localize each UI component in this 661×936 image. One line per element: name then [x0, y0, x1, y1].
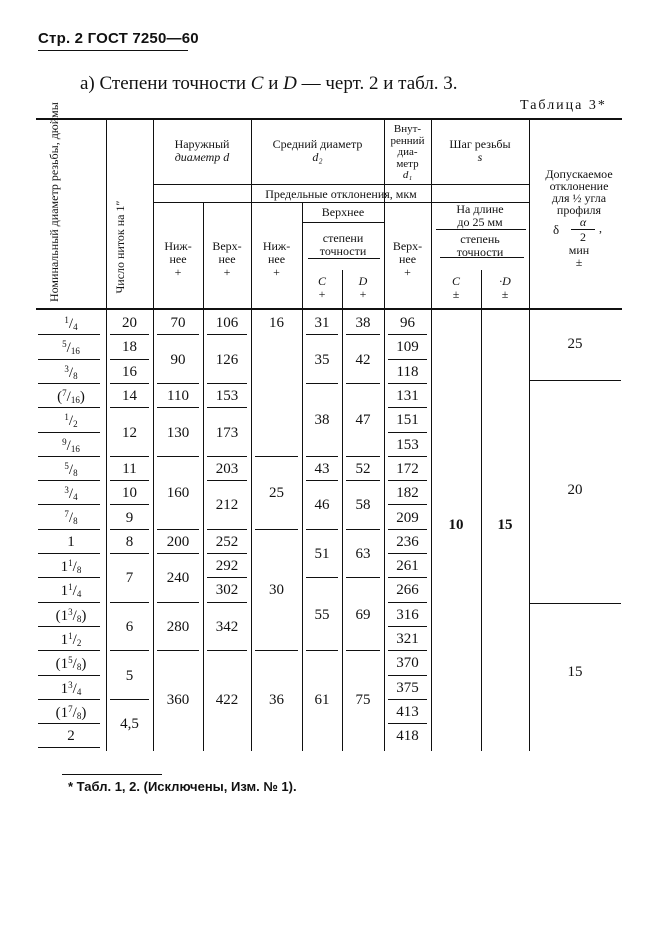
nominal-underline — [38, 747, 100, 748]
threads-separator — [110, 553, 149, 554]
d1-up-cell: 236 — [396, 533, 419, 550]
d-up-separator — [207, 529, 247, 530]
d-up-separator — [207, 480, 247, 481]
d-up-cell: 252 — [215, 533, 239, 550]
nominal-cell — [36, 485, 106, 503]
d1-up-separator — [388, 359, 427, 360]
threads-cell: 6 — [125, 618, 134, 635]
footnote-rule — [62, 774, 162, 775]
header-grades-l1: степени — [322, 231, 364, 245]
body-vline-mean-d — [342, 309, 343, 751]
header-mean-l2: d₂ — [312, 150, 323, 164]
nominal-cell — [36, 437, 106, 455]
nominal-underline — [38, 529, 100, 530]
d-low-separator — [157, 407, 199, 408]
nominal-underline — [38, 334, 100, 335]
header-outer-upper-sign: + — [223, 265, 231, 279]
d-low-separator — [157, 383, 199, 384]
d-up-separator — [207, 553, 247, 554]
nominal-value: $1^1/_8$ — [60, 558, 82, 575]
d1-up-separator — [388, 334, 427, 335]
d2-C-separator — [306, 480, 338, 481]
d1-up-separator — [388, 529, 427, 530]
d2-C-cell: 31 — [314, 315, 330, 332]
nominal-value: $^3/_4$ — [64, 485, 78, 503]
nominal-value: $1^1/_2$ — [60, 630, 82, 648]
page-header-underline — [38, 50, 188, 51]
d1-up-cell: 109 — [396, 339, 419, 356]
header-threads — [114, 192, 127, 302]
header-rule-1 — [153, 184, 529, 185]
nominal-underline — [38, 553, 100, 554]
header-profile-l1: Допускаемое — [545, 167, 613, 181]
body-vline-inner — [384, 309, 385, 751]
header-grade-c-label: C — [317, 274, 326, 288]
d-up-cell: 342 — [215, 618, 239, 635]
d1-up-separator — [388, 553, 427, 554]
d2-D-cell: 63 — [355, 546, 371, 562]
nominal-underline — [38, 577, 100, 578]
header-grades-l2: точности — [319, 244, 367, 258]
header-mean-l1: Средний диаметр — [272, 137, 363, 151]
nominal-cell — [36, 461, 106, 479]
intro-grade-d: D — [283, 73, 297, 94]
d1-up-separator — [388, 407, 427, 408]
d1-up-cell: 118 — [396, 363, 419, 380]
nominal-cell — [36, 509, 106, 527]
header-outer-upper-l1: Верх- — [212, 239, 242, 253]
header-inner-l3: диа- — [397, 146, 418, 158]
nominal-value: $^3/_8$ — [64, 363, 78, 381]
pitch-c-value: 10 — [448, 517, 464, 533]
header-grade-d-sign: + — [359, 287, 367, 301]
threads-separator — [110, 407, 149, 408]
header-profile — [529, 168, 629, 268]
threads-separator — [110, 359, 149, 360]
intro-suffix: — черт. 2 и табл. 3. — [296, 73, 458, 94]
d2-C-separator — [306, 334, 338, 335]
d-up-cell: 292 — [215, 558, 239, 575]
page-header — [38, 30, 199, 47]
d2-C-cell: 51 — [314, 546, 330, 562]
d1-up-cell: 96 — [400, 315, 415, 332]
threads-separator — [110, 529, 149, 530]
header-profile-l2: отклонение — [549, 179, 609, 193]
d2-D-separator — [346, 577, 380, 578]
nominal-value: $^1/_4$ — [64, 315, 78, 332]
d1-up-separator — [388, 480, 427, 481]
d1-up-cell: 151 — [396, 412, 419, 429]
nominal-underline — [38, 650, 100, 651]
d1-up-cell: 131 — [396, 388, 419, 405]
header-profile-min: мин — [568, 243, 590, 257]
d-low-cell: 90 — [170, 351, 186, 368]
header-inner-l4: метр — [396, 157, 419, 170]
pitch-d-value: 15 — [497, 517, 513, 533]
nominal-value: 1 — [67, 533, 75, 550]
body-vline-outer-mid — [203, 309, 204, 751]
d2-D-separator — [346, 650, 380, 651]
threads-separator — [110, 334, 149, 335]
d2-D-cell: 38 — [355, 315, 371, 332]
nominal-cell — [36, 388, 106, 406]
d-low-cell: 280 — [166, 618, 190, 635]
d2-C-separator — [306, 577, 338, 578]
profile-sep-1 — [529, 380, 621, 381]
d1-up-cell: 418 — [396, 728, 419, 745]
nominal-value: $(1^7/_8)$ — [55, 703, 87, 721]
threads-separator — [110, 456, 149, 457]
header-grade — [431, 233, 529, 259]
d2-low-separator — [255, 650, 298, 651]
d1-up-separator — [388, 504, 427, 505]
nominal-cell — [36, 728, 106, 745]
d1-up-separator — [388, 383, 427, 384]
body-vline-mean-c — [302, 309, 303, 751]
header-outer-lower-sign: + — [174, 265, 182, 279]
nominal-value: $^5/_8$ — [64, 460, 78, 478]
header-nominal-text: Номинальный диаметр резьбы, дюймы — [47, 102, 61, 302]
nominal-value: $(1^5/_8)$ — [55, 655, 87, 673]
table-caption: Таблица 3* — [520, 98, 607, 113]
header-limit: Предельные отклонения, мкм — [265, 187, 417, 201]
d1-up-cell: 370 — [396, 655, 419, 672]
d-up-cell: 153 — [215, 388, 239, 405]
threads-cell: 9 — [125, 509, 134, 526]
intro-line — [80, 73, 458, 95]
header-outer-lower — [153, 240, 203, 279]
nominal-cell — [36, 655, 106, 673]
header-inner — [384, 124, 431, 182]
d-up-cell: 422 — [215, 691, 239, 708]
header-pitch — [431, 138, 529, 164]
d-low-separator — [157, 456, 199, 457]
header-inner-upper — [384, 240, 431, 279]
threads-cell: 10 — [122, 485, 137, 502]
header-rule-upper — [302, 222, 384, 223]
d-up-separator — [207, 456, 247, 457]
header-profile-comma: , — [599, 221, 602, 235]
d1-up-separator — [388, 602, 427, 603]
d2-C-separator — [306, 383, 338, 384]
nominal-cell — [36, 607, 106, 625]
intro-grade-c: C — [250, 73, 264, 94]
d1-up-separator — [388, 675, 427, 676]
d-low-cell: 240 — [166, 570, 190, 587]
nominal-cell — [36, 364, 106, 382]
threads-cell: 16 — [122, 363, 137, 380]
d2-low-separator — [255, 529, 298, 530]
header-mean-lower — [251, 240, 302, 279]
d-up-cell: 173 — [215, 424, 239, 441]
d-low-separator — [157, 553, 199, 554]
threads-cell: 20 — [122, 315, 137, 332]
header-grade-l1: степень — [460, 232, 500, 246]
d2-C-cell: 38 — [314, 412, 330, 429]
header-outer-upper — [203, 240, 251, 279]
nominal-underline — [38, 626, 100, 627]
body-vline-outer — [153, 309, 154, 751]
header-grade-l2: точности — [456, 245, 504, 259]
body-vline-mean — [251, 309, 252, 751]
d2-C-cell: 55 — [314, 606, 330, 623]
intro-mid: и — [263, 73, 284, 94]
nominal-underline — [38, 504, 100, 505]
threads-cell: 11 — [122, 460, 137, 477]
nominal-cell — [36, 680, 106, 698]
d-low-separator — [157, 602, 199, 603]
d-low-separator — [157, 529, 199, 530]
header-pitch-l2: s — [477, 150, 483, 164]
header-profile-pm: ± — [575, 255, 583, 269]
header-mean-lower-l2: нее — [267, 252, 286, 266]
d2-low-separator — [255, 456, 298, 457]
d2-C-separator — [306, 529, 338, 530]
d1-up-separator — [388, 699, 427, 700]
d-up-cell: 126 — [215, 351, 239, 368]
d2-D-separator — [346, 529, 380, 530]
threads-cell: 4,5 — [120, 716, 139, 733]
d-up-separator — [207, 602, 247, 603]
header-outer-lower-l1: Ниж- — [164, 239, 192, 253]
header-pitch-c-sign: ± — [452, 287, 460, 301]
d1-up-separator — [388, 650, 427, 651]
d1-up-cell: 209 — [396, 509, 419, 526]
profile-sep-2 — [529, 603, 621, 604]
header-pitch-d-sign: ± — [501, 287, 509, 301]
d1-up-cell: 266 — [396, 582, 419, 599]
header-pitch-d — [481, 275, 529, 301]
vline-threads — [106, 119, 107, 309]
nominal-underline — [38, 456, 100, 457]
header-grades — [302, 232, 384, 258]
threads-separator — [110, 602, 149, 603]
d-low-cell: 160 — [166, 485, 190, 502]
d2-D-separator — [346, 456, 380, 457]
threads-cell: 8 — [125, 533, 134, 550]
nominal-value: $^5/_{16}$ — [62, 339, 80, 357]
header-inner-upper-l2: нее — [398, 252, 417, 266]
d-up-separator — [207, 334, 247, 335]
d2-D-separator — [346, 334, 380, 335]
d1-up-separator — [388, 456, 427, 457]
d1-up-cell: 172 — [396, 460, 419, 477]
header-rule-length — [436, 229, 526, 230]
intro-prefix: а) Степени точности — [80, 73, 251, 94]
nominal-underline — [38, 480, 100, 481]
d2-C-cell: 43 — [314, 460, 330, 477]
threads-separator — [110, 480, 149, 481]
header-mean — [251, 138, 384, 164]
d-up-separator — [207, 407, 247, 408]
d-low-cell: 70 — [170, 315, 186, 332]
d1-up-separator — [388, 432, 427, 433]
d2-D-separator — [346, 480, 380, 481]
nominal-underline — [38, 723, 100, 724]
d-up-separator — [207, 383, 247, 384]
table-top-rule — [36, 118, 622, 120]
d-low-cell: 360 — [166, 691, 190, 708]
threads-separator — [110, 383, 149, 384]
d2-D-cell: 42 — [355, 351, 371, 368]
nominal-cell — [36, 315, 106, 333]
d1-up-cell: 182 — [396, 485, 419, 502]
header-outer-l2: диаметр d — [174, 150, 230, 164]
profile-value-1: 25 — [567, 336, 583, 352]
page-header-text: Стр. 2 ГОСТ 7250—60 — [38, 30, 199, 47]
d-low-cell: 130 — [166, 424, 190, 441]
nominal-underline — [38, 432, 100, 433]
header-profile-alpha: α — [579, 215, 587, 229]
header-pitch-l1: Шаг резьбы — [449, 137, 511, 151]
d-up-separator — [207, 577, 247, 578]
nominal-value: $(^7/_{16})$ — [57, 387, 85, 405]
d1-up-cell: 375 — [396, 679, 419, 696]
header-profile-delta: δ — [553, 222, 560, 237]
nominal-underline — [38, 602, 100, 603]
header-length-l2: до 25 мм — [457, 215, 503, 229]
nominal-underline — [38, 407, 100, 408]
header-profile-l4: профиля — [556, 203, 602, 217]
d1-up-separator — [388, 577, 427, 578]
d2-low-cell: 30 — [269, 582, 284, 599]
profile-value-3: 15 — [567, 664, 583, 680]
nominal-cell — [36, 412, 106, 430]
threads-cell: 18 — [122, 339, 137, 356]
header-outer — [153, 138, 251, 164]
header-mean-lower-l1: Ниж- — [262, 239, 291, 253]
d2-D-cell: 52 — [355, 460, 371, 477]
header-profile-l3: для ½ угла — [551, 191, 607, 205]
header-inner-upper-sign: + — [404, 265, 411, 279]
nominal-underline — [38, 675, 100, 676]
d-low-cell: 110 — [167, 388, 189, 405]
footnote: * Табл. 1, 2. (Исключены, Изм. № 1). — [68, 779, 297, 794]
d1-up-cell: 153 — [396, 436, 419, 453]
d2-C-cell: 61 — [314, 691, 330, 708]
nominal-cell — [36, 631, 106, 649]
header-upper: Верхнее — [321, 205, 365, 219]
nominal-value: $^1/_2$ — [64, 412, 78, 430]
threads-separator — [110, 504, 149, 505]
nominal-value: $1^3/_4$ — [60, 679, 82, 697]
d-up-cell: 212 — [215, 497, 239, 514]
nominal-cell — [36, 582, 106, 600]
d2-D-separator — [346, 383, 380, 384]
header-pitch-c — [431, 275, 481, 301]
header-nominal — [47, 102, 61, 302]
d2-C-cell: 46 — [314, 497, 330, 514]
threads-separator — [110, 650, 149, 651]
d-low-separator — [157, 334, 199, 335]
header-length — [431, 203, 529, 229]
header-grade-c — [302, 275, 342, 301]
header-pitch-d-label: ·D — [499, 274, 511, 288]
d2-C-separator — [306, 650, 338, 651]
nominal-value: $(1^3/_8)$ — [55, 606, 87, 624]
d1-up-cell: 413 — [396, 703, 419, 720]
threads-cell: 14 — [122, 388, 137, 405]
header-grade-d-label: D — [358, 274, 368, 288]
header-profile-formula — [529, 216, 629, 244]
header-outer-lower-l2: нее — [169, 252, 187, 266]
threads-cell: 5 — [125, 667, 134, 684]
header-inner-upper-l1: Верх- — [392, 239, 423, 253]
d2-low-cell: 25 — [269, 485, 284, 502]
body-vline-profile — [529, 309, 530, 751]
header-inner-l1: Внут- — [393, 123, 422, 135]
header-mean-lower-sign: + — [273, 265, 280, 279]
d-low-separator — [157, 650, 199, 651]
d2-C-cell: 35 — [314, 351, 330, 368]
d2-D-cell: 75 — [355, 691, 371, 708]
nominal-cell — [36, 704, 106, 722]
header-length-l1: На длине — [456, 202, 504, 216]
d2-low-cell: 16 — [269, 315, 284, 332]
header-pitch-c-label: C — [451, 274, 460, 288]
profile-value-2: 20 — [567, 482, 583, 498]
d2-C-separator — [306, 456, 338, 457]
d2-D-cell: 69 — [355, 606, 371, 623]
d-up-separator — [207, 650, 247, 651]
threads-cell: 7 — [125, 570, 134, 587]
header-rule-grades — [308, 258, 380, 259]
header-profile-two: 2 — [580, 230, 586, 244]
d-up-cell: 203 — [215, 460, 239, 477]
nominal-underline — [38, 383, 100, 384]
header-grade-d — [342, 275, 384, 301]
d2-low-cell: 36 — [269, 691, 284, 708]
header-grade-c-sign: + — [318, 287, 326, 301]
d1-up-cell: 321 — [396, 631, 419, 648]
nominal-value: $^7/_8$ — [64, 509, 78, 527]
threads-separator — [110, 699, 149, 700]
nominal-underline — [38, 699, 100, 700]
nominal-underline — [38, 359, 100, 360]
d1-up-cell: 316 — [396, 606, 419, 623]
threads-cell: 12 — [122, 424, 137, 441]
nominal-cell — [36, 558, 106, 576]
nominal-value: 2 — [67, 728, 75, 745]
nominal-value: $1^1/_4$ — [60, 582, 82, 600]
d2-D-cell: 47 — [355, 412, 371, 429]
nominal-cell — [36, 534, 106, 551]
d1-up-separator — [388, 626, 427, 627]
header-bottom-rule — [36, 308, 622, 310]
d1-up-separator — [388, 723, 427, 724]
header-threads-text: Число ниток на 1″ — [113, 200, 127, 294]
header-inner-l5: d₁ — [402, 169, 413, 181]
d-up-cell: 302 — [215, 582, 239, 599]
header-outer-upper-l2: нее — [218, 252, 236, 266]
nominal-value: $^9/_{16}$ — [62, 436, 80, 454]
nominal-cell — [36, 339, 106, 357]
header-outer-l1: Наружный — [174, 137, 230, 151]
d2-D-cell: 58 — [355, 497, 371, 514]
d-low-cell: 200 — [166, 533, 190, 550]
header-inner-l2: ренний — [390, 134, 425, 147]
d-up-cell: 106 — [215, 315, 239, 332]
d1-up-cell: 261 — [396, 558, 419, 575]
body-vline-threads — [106, 309, 107, 751]
